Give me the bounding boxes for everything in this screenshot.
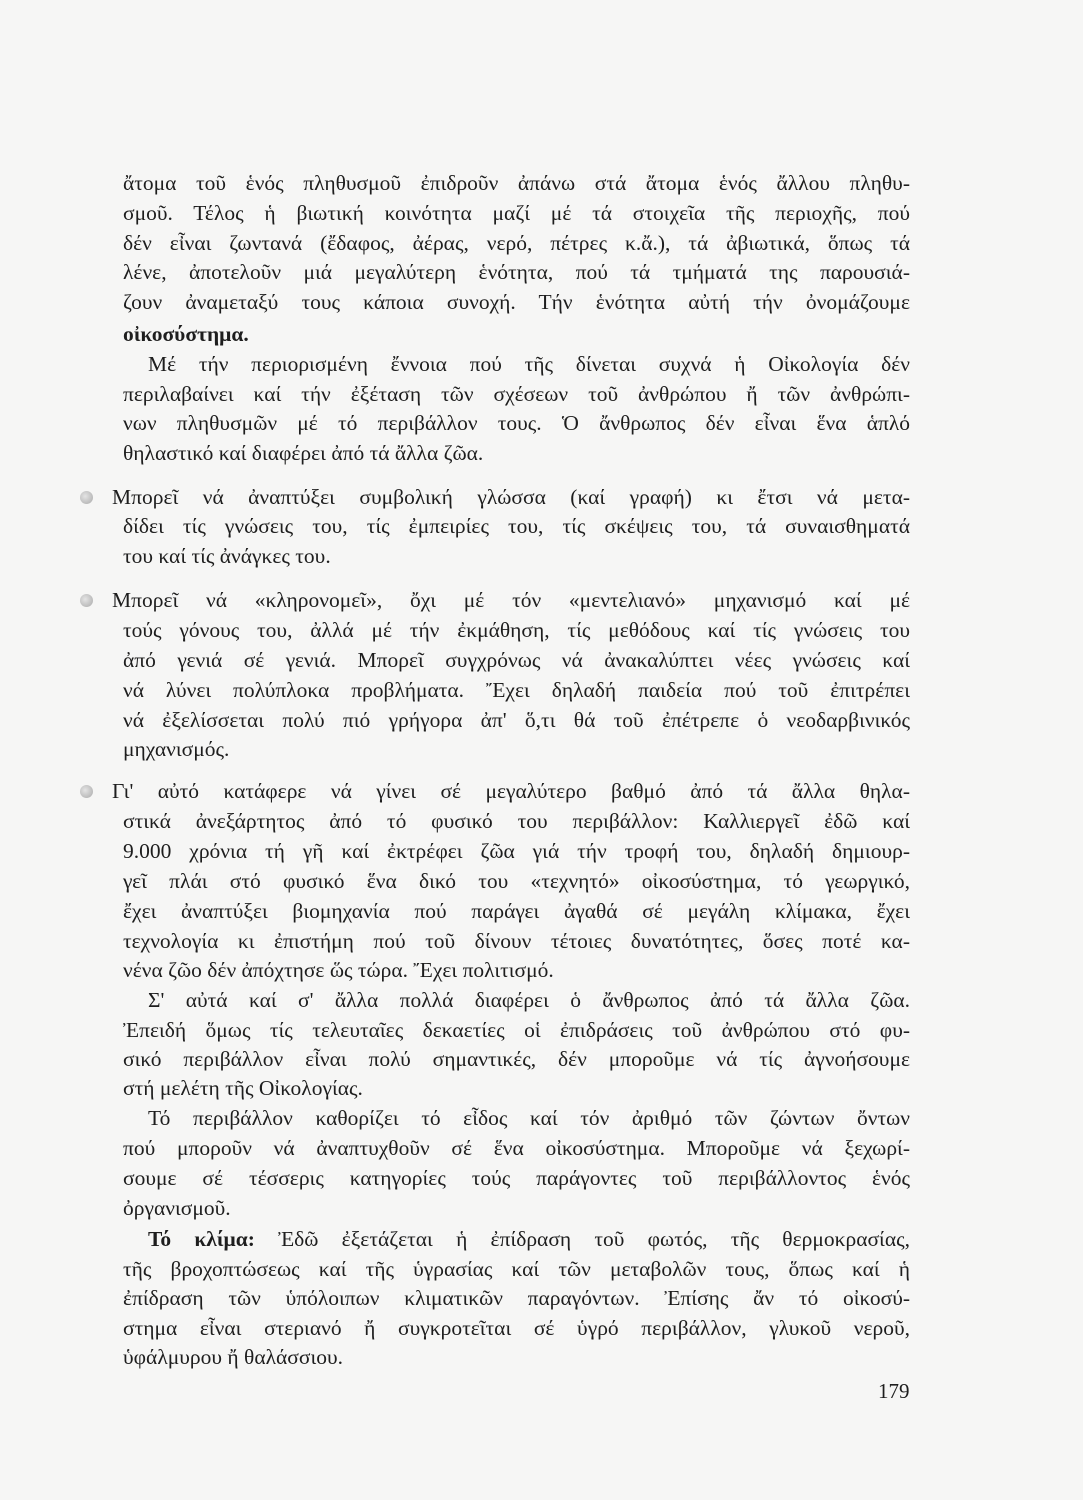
line-text: γεῖ πλάι στό φυσικό ἕνα δικό του «τεχνητό» οἰκοσύστημα, τό γεωργικό, <box>123 869 910 893</box>
line-text: τούς γόνους του, ἀλλά μέ τήν ἐκμάθηση, τίς μεθόδους καί τίς γνώσεις του <box>123 618 910 642</box>
line-text: περιλαβαίνει καί τήν ἐξέταση τῶν σχέσεων τοῦ ἀνθρώπου ἤ τῶν ἀνθρώπι- <box>123 382 910 406</box>
text-line <box>123 1194 910 1222</box>
text-line <box>123 616 910 644</box>
line-text: του καί τίς ἀνάγκες του. <box>123 544 331 568</box>
line-text: μηχανισμός. <box>123 737 230 761</box>
text-line <box>148 350 910 378</box>
line-text: ἀπό γενιά σέ γενιά. Μπορεῖ συγχρόνως νά ἀνακαλύπτει νέες γνώσεις καί <box>123 648 910 672</box>
text-line <box>123 1074 910 1102</box>
text-line <box>123 1134 910 1162</box>
text-line <box>123 676 910 704</box>
text-line <box>123 1255 910 1283</box>
text-line <box>123 439 910 467</box>
line-text: ἔχει ἀναπτύξει βιομηχανία πού παράγει ἀγαθά σέ μεγάλη κλίμακα, ἔχει <box>123 899 910 923</box>
line-text: στημα εἶναι στεριανό ἤ συγκροτεῖται σέ ὑγρό περιβάλλον, γλυκοῦ νεροῦ, <box>123 1316 910 1340</box>
text-line <box>123 837 910 865</box>
text-line <box>123 288 910 316</box>
text-line <box>123 169 910 197</box>
line-text: ἐπίδραση τῶν ὑπόλοιπων κλιματικῶν παραγόντων. Ἐπίσης ἄν τό οἰκοσύ- <box>123 1286 910 1310</box>
text-line <box>123 807 910 835</box>
line-text: λένε, ἀποτελοῦν μιά μεγαλύτερη ἑνότητα, πού τά τμήματά της παρουσιά- <box>123 260 910 284</box>
bullet-icon <box>80 594 93 607</box>
text-line <box>123 199 910 227</box>
text-line <box>123 956 910 984</box>
text-line <box>123 1016 910 1044</box>
text-line <box>123 867 910 895</box>
line-text: τῆς βροχοπτώσεως καί τῆς ὑγρασίας καί τῶν μεταβολῶν τους, ὅπως καί ἡ <box>123 1257 910 1281</box>
line-text: νά λύνει πολύπλοκα προβλήματα. Ἔχει δηλαδή παιδεία πού τοῦ ἐπιτρέπει <box>123 678 910 702</box>
bullet-icon <box>80 785 93 798</box>
text-line <box>123 1045 910 1073</box>
text-line <box>123 258 910 286</box>
text-line <box>123 927 910 955</box>
line-text: σικό περιβάλλον εἶναι πολύ σημαντικές, δέν μποροῦμε νά τίς ἀγνοήσουμε <box>123 1047 910 1071</box>
line-text: Μέ τήν περιορισμένη ἔννοια πού τῆς δίνεται συχνά ἡ Οἰκολογία δέν <box>148 352 910 376</box>
line-text: δίδει τίς γνώσεις του, τίς ἐμπειρίες του, τίς σκέψεις του, τά συναισθηματά <box>123 514 910 538</box>
line-text: Μπορεῖ νά «κληρονομεῖ», ὄχι μέ τόν «μεντελιανό» μηχανισμό καί μέ <box>112 588 910 612</box>
line-text: ὑφάλμυρου ἤ θαλάσσιου. <box>123 1345 344 1369</box>
line-text: στικά ἀνεξάρτητος ἀπό τό φυσικό του περιβάλλον: Καλλιεργεῖ ἐδῶ καί <box>123 809 910 833</box>
line-text: πού μποροῦν νά ἀναπτυχθοῦν σέ ἕνα οἰκοσύστημα. Μποροῦμε νά ξεχωρί- <box>123 1136 910 1160</box>
text-line <box>123 512 910 540</box>
line-text: θηλαστικό καί διαφέρει ἀπό τά ἄλλα ζῶα. <box>123 441 484 465</box>
line-text: ὀργανισμοῦ. <box>123 1196 231 1220</box>
line-text: σμοῦ. Τέλος ἡ βιωτική κοινότητα μαζί μέ τά στοιχεῖα τῆς περιοχῆς, πού <box>123 201 910 225</box>
page-number: 179 <box>878 1379 910 1403</box>
line-text: ἄτομα τοῦ ἑνός πληθυσμοῦ ἐπιδροῦν ἀπάνω στά ἄτομα ἑνός ἄλλου πληθυ- <box>123 171 910 195</box>
line-text: νένα ζῶο δέν ἀπόχτησε ὥς τώρα. Ἔχει πολιτισμό. <box>123 958 554 982</box>
text-line <box>112 483 910 511</box>
line-text: νων πληθυσμῶν μέ τό περιβάλλον τους. Ὁ ἄνθρωπος δέν εἶναι ἕνα ἁπλό <box>123 411 910 435</box>
text-line <box>123 320 910 348</box>
bold-term: οἰκοσύστημα. <box>123 322 249 346</box>
text-line <box>123 646 910 674</box>
text-line <box>148 1225 910 1253</box>
line-text: Τό περιβάλλον καθορίζει τό εἶδος καί τόν ἀριθμό τῶν ζώντων ὄντων <box>148 1106 910 1130</box>
text-line <box>123 1343 910 1371</box>
text-line <box>123 706 910 734</box>
text-line <box>148 1104 910 1132</box>
text-line <box>123 1164 910 1192</box>
line-text: Γι' αὐτό κατάφερε νά γίνει σέ μεγαλύτερο βαθμό ἀπό τά ἄλλα θηλα- <box>112 779 910 803</box>
text-line <box>112 586 910 614</box>
line-text: τεχνολογία κι ἐπιστήμη πού τοῦ δίνουν τέτοιες δυνατότητες, ὅσες ποτέ κα- <box>123 929 910 953</box>
text-line <box>123 735 910 763</box>
text-line <box>148 986 910 1014</box>
text-line <box>123 380 910 408</box>
text-line <box>123 897 910 925</box>
line-text: Ἐπειδή ὅμως τίς τελευταῖες δεκαετίες οἱ ἐπιδράσεις τοῦ ἀνθρώπου στό φυ- <box>123 1018 910 1042</box>
text-line <box>123 1314 910 1342</box>
line-text: Ἐδῶ ἐξετάζεται ἡ ἐπίδραση τοῦ φωτός, τῆς θερμοκρασίας, <box>254 1227 910 1251</box>
line-text: στή μελέτη τῆς Οἰκολογίας. <box>123 1076 363 1100</box>
line-text: σουμε σέ τέσσερις κατηγορίες τούς παράγοντες τοῦ περιβάλλοντος ἑνός <box>123 1166 910 1190</box>
line-text: 9.000 χρόνια τή γῆ καί ἐκτρέφει ζῶα γιά τήν τροφή του, δηλαδή δημιουρ- <box>123 839 910 863</box>
bullet-icon <box>80 491 93 504</box>
line-text: Μπορεῖ νά ἀναπτύξει συμβολική γλώσσα (καί γραφή) κι ἔτσι νά μετα- <box>112 485 910 509</box>
text-line <box>123 409 910 437</box>
line-text: Σ' αὐτά καί σ' ἄλλα πολλά διαφέρει ὁ ἄνθρωπος ἀπό τά ἄλλα ζῶα. <box>148 988 910 1012</box>
text-line <box>123 1284 910 1312</box>
line-text: ζουν ἀναμεταξύ τους κάποια συνοχή. Τήν ἑνότητα αὐτή τήν ὀνομάζουμε <box>123 290 910 314</box>
text-line <box>112 777 910 805</box>
text-line <box>123 229 910 257</box>
bold-term: Τό κλίμα: <box>148 1227 255 1251</box>
line-text: νά ἐξελίσσεται πολύ πιό γρήγορα ἀπ' ὅ,τι θά τοῦ ἐπέτρεπε ὁ νεοδαρβινικός <box>123 708 910 732</box>
line-text: δέν εἶναι ζωντανά (ἔδαφος, ἀέρας, νερό, πέτρες κ.ἄ.), τά ἀβιωτικά, ὅπως τά <box>123 231 910 255</box>
text-line <box>123 542 910 570</box>
